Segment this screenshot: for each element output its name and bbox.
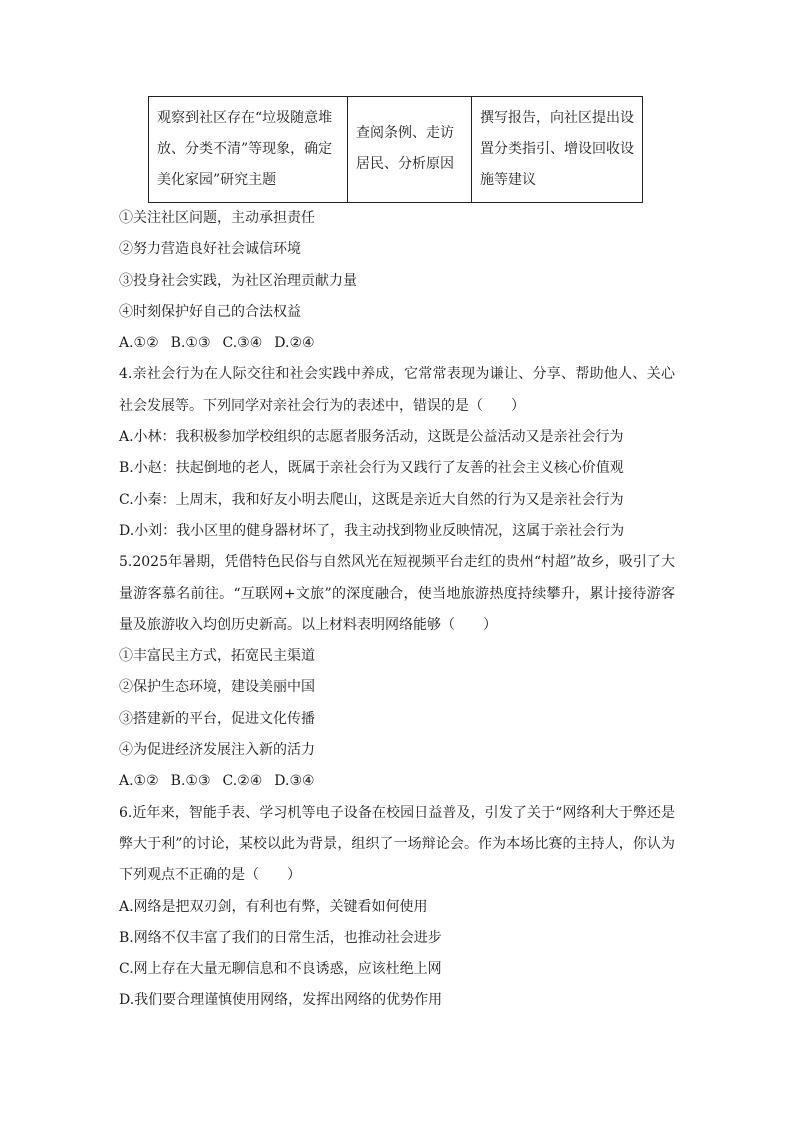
q6-option-b: B.网络不仅丰富了我们的日常生活，也推动社会进步 bbox=[119, 929, 442, 946]
table-cell-research: 查阅条例、走访居民、分析原因 bbox=[348, 97, 472, 203]
q5-item-3: ③搭建新的平台，促进文化传播 bbox=[119, 710, 315, 727]
q5-item-2: ②保护生态环境，建设美丽中国 bbox=[119, 679, 315, 696]
q4-option-b: B.小赵：扶起倒地的老人，既属于亲社会行为又践行了友善的社会主义核心价值观 bbox=[119, 460, 624, 477]
q3-item-1: ①关注社区问题，主动承担责任 bbox=[119, 210, 315, 226]
q5-item-4: ④为促进经济发展注入新的活力 bbox=[119, 742, 315, 759]
q3-item-2: ②努力营造良好社会诚信环境 bbox=[119, 241, 301, 258]
q5-choice-b: B.①③ bbox=[170, 773, 211, 790]
q5-item-1: ①丰富民主方式，拓宽民主渠道 bbox=[119, 648, 315, 665]
q4-option-d: D.小刘：我小区里的健身器材坏了，我主动找到物业反映情况，这属于亲社会行为 bbox=[119, 522, 625, 539]
q6-option-c: C.网上存在大量无聊信息和不良诱惑，应该杜绝上网 bbox=[119, 961, 442, 978]
activity-table bbox=[148, 96, 643, 203]
question-6 bbox=[119, 798, 675, 1017]
q6-stem: 6.近年来，智能手表、学习机等电子设备在校园日益普及，引发了关于“网络利大于弊还是弊大于利”的讨论，某校以此为背景，组织了一场辩论会。作为本场比赛的主持人，你认为下列观点不正确的是（ ） bbox=[119, 804, 675, 884]
q4-option-c: C.小秦：上周末，我和好友小明去爬山，这既是亲近大自然的行为又是亲社会行为 bbox=[119, 491, 624, 508]
question-content bbox=[119, 203, 675, 1017]
q3-choice-c: C.③④ bbox=[222, 335, 263, 352]
question-3-items bbox=[119, 203, 675, 359]
question-5 bbox=[119, 547, 675, 797]
q5-choices bbox=[119, 766, 675, 797]
q3-item-4: ④时刻保护好自己的合法权益 bbox=[119, 303, 301, 320]
q4-option-a: A.小林：我积极参加学校组织的志愿者服务活动，这既是公益活动又是亲社会行为 bbox=[119, 429, 624, 446]
activity-table-wrapper bbox=[148, 96, 642, 203]
q3-choices bbox=[119, 328, 675, 359]
q5-stem: 5.2025年暑期，凭借特色民俗与自然风光在短视频平台走红的贵州“村超”故乡，吸引了大量游客慕名前往。“互联网+文旅”的深度融合，使当地旅游热度持续攀升，累计接待游客量及旅游收入均创历史新高。以上材料表明网络能够（ ） bbox=[119, 554, 675, 633]
q3-item-3: ③投身社会实践，为社区治理贡献力量 bbox=[119, 272, 357, 289]
question-4 bbox=[119, 359, 675, 547]
q5-choice-d: D.③④ bbox=[274, 773, 315, 790]
table-row bbox=[149, 97, 643, 203]
q3-choice-d: D.②④ bbox=[274, 335, 315, 352]
q3-choice-b: B.①③ bbox=[170, 335, 211, 352]
q5-choice-c: C.②④ bbox=[222, 773, 263, 790]
table-cell-observation: 观察到社区存在“垃圾随意堆放、分类不清”等现象，确定美化家园”研究主题 bbox=[149, 97, 348, 203]
q6-option-a: A.网络是把双刃剑，有利也有弊，关键看如何使用 bbox=[119, 898, 428, 915]
q6-option-d: D.我们要合理谨慎使用网络，发挥出网络的优势作用 bbox=[119, 992, 443, 1009]
q3-choice-a: A.①② bbox=[119, 335, 159, 352]
q5-choice-a: A.①② bbox=[119, 773, 159, 790]
table-cell-proposal: 撰写报告，向社区提出设置分类指引、增设回收设施等建议 bbox=[472, 97, 643, 203]
q4-stem: 4.亲社会行为在人际交往和社会实践中养成，它常常表现为谦让、分享、帮助他人、关心社会发展等。下列同学对亲社会行为的表述中，错误的是（ ） bbox=[119, 366, 675, 414]
